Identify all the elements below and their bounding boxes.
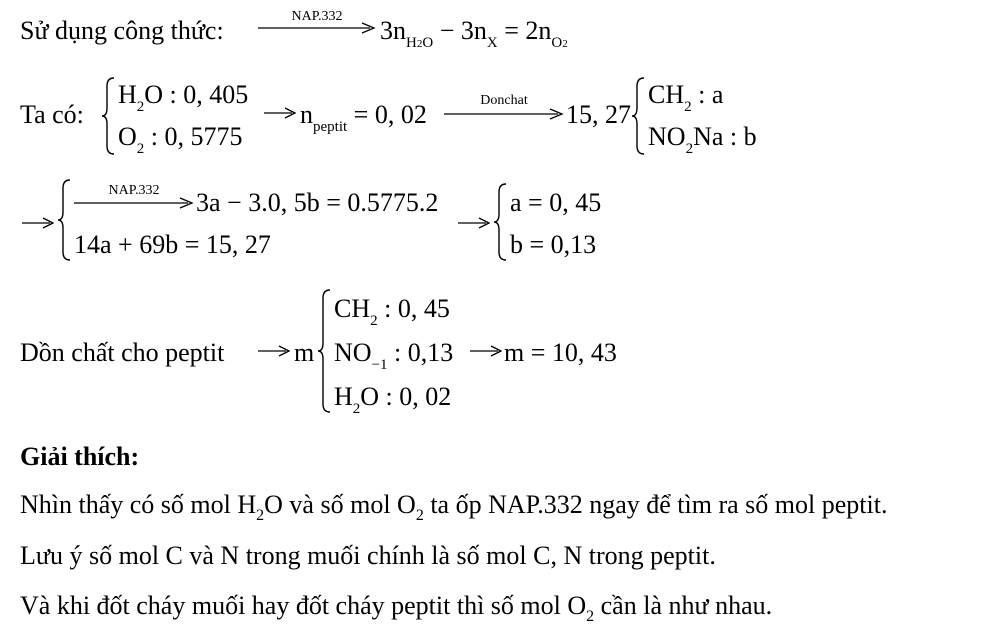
right-arrow-icon [258, 344, 290, 358]
line1-label: Sử dụng công thức: [20, 16, 224, 45]
arrow-label-nap-1: NAP.332 [291, 9, 343, 24]
right-arrow-icon [470, 344, 502, 358]
right-arrow-icon [458, 216, 490, 230]
m-symbol: m [294, 338, 315, 367]
right-arrow-icon [22, 216, 54, 230]
o2-amount: $O_2$ : 0, 5775 [118, 122, 243, 157]
arrow-label-donchat: Donchat [480, 93, 528, 108]
ch2-a: $CH_2$ : a [648, 80, 724, 115]
arrow-nap-1 [258, 8, 376, 38]
left-brace-icon [56, 178, 72, 262]
left-brace-icon [100, 76, 116, 156]
line4-label: Dồn chất cho peptit [20, 338, 225, 367]
explain-paragraph-3: Và khi đốt cháy muối hay đốt cháy peptit thì số mol $O_2$ cần là như nhau. [20, 591, 773, 625]
left-brace-icon [630, 76, 646, 156]
no2na-b: $NO_2Na$ : b [648, 122, 757, 157]
explain-heading: Giải thích: [20, 442, 140, 471]
arrow-donchat [444, 92, 564, 122]
right-arrow-icon [258, 8, 376, 38]
left-brace-icon [316, 288, 332, 414]
equation-1: 3a − 3.0, 5b = 0.5775.2 [196, 188, 439, 217]
n-peptit: $n_{peptit} = 0$, 02 [300, 100, 427, 135]
line1-equation: $3n_{H2O} - 3n_X = 2n_{O2}$ [380, 16, 568, 51]
b-value: b = 0,13 [510, 230, 597, 259]
right-arrow-icon [264, 106, 296, 120]
h2o-amount: $H_2O$ : 0, 405 [118, 80, 249, 115]
left-brace-icon [492, 182, 508, 262]
explain-paragraph-1: Nhìn thấy có số mol $H_2O$ và số mol $O_2$ ta ốp NAP.332 ngay để tìm ra số mol peptit. [20, 490, 888, 524]
result-mass: m = 10, 43 [504, 338, 617, 367]
line2-label: Ta có: [20, 100, 84, 129]
arrow-nap-2 [74, 182, 194, 212]
ch2-amount: $CH_2$ : 0, 45 [334, 294, 450, 329]
equation-2: 14a + 69b = 15, 27 [74, 230, 271, 259]
right-arrow-icon [74, 182, 194, 212]
arrow-label-nap-2: NAP.332 [108, 183, 160, 198]
h2o-peptit: $H_2O$ : 0, 02 [334, 382, 452, 417]
explain-paragraph-2: Lưu ý số mol C và N trong muối chính là số mol C, N trong peptit. [20, 541, 716, 570]
no-amount: $NO_{-1}$ : 0,13 [334, 338, 454, 373]
right-arrow-icon [444, 92, 564, 122]
a-value: a = 0, 45 [510, 188, 602, 217]
mass-value: 15, 27 [566, 100, 631, 129]
